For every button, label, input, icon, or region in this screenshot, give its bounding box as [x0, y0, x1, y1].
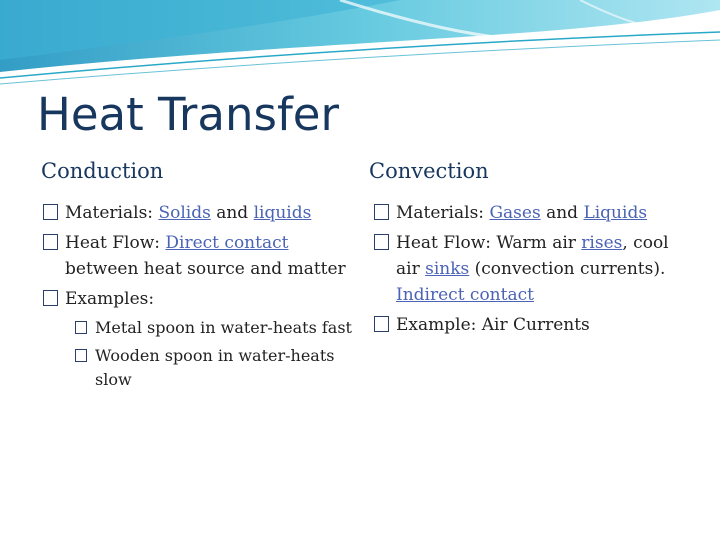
bullet-materials: Materials: Gases and Liquids — [374, 200, 694, 226]
conduction-heading: Conduction — [41, 159, 164, 183]
indirect-contact-link[interactable]: Indirect contact — [396, 285, 534, 305]
direct-contact-link[interactable]: Direct contact — [165, 233, 289, 253]
bullet-box-icon — [374, 204, 389, 220]
sub-bullet-metal-spoon: Metal spoon in water-heats fast — [43, 316, 361, 340]
rises-link[interactable]: rises — [581, 233, 623, 253]
bullet-examples: Examples: — [43, 286, 361, 312]
liquids-link[interactable]: Liquids — [583, 203, 648, 223]
bullet-box-icon — [43, 204, 58, 220]
sinks-link[interactable]: sinks — [425, 259, 470, 279]
liquids-link[interactable]: liquids — [253, 203, 312, 223]
bullet-example: Example: Air Currents — [374, 312, 694, 338]
bullet-box-icon — [43, 290, 58, 306]
bullet-box-icon — [374, 234, 389, 250]
gases-link[interactable]: Gases — [489, 203, 541, 223]
convection-column — [374, 200, 694, 342]
bullet-materials: Materials: Solids and liquids — [43, 200, 361, 226]
bullet-box-icon — [374, 316, 389, 332]
solids-link[interactable]: Solids — [158, 203, 211, 223]
conduction-column — [43, 200, 361, 396]
slide-title: Heat Transfer — [37, 88, 339, 141]
sub-bullet-wooden-spoon: Wooden spoon in water-heats slow — [43, 344, 361, 392]
bullet-box-icon — [75, 321, 87, 334]
bullet-heat-flow: Heat Flow: Direct contact between heat source and matter — [43, 230, 361, 282]
bullet-box-icon — [75, 349, 87, 362]
header-wave-decoration — [0, 0, 720, 90]
bullet-box-icon — [43, 234, 58, 250]
convection-heading: Convection — [369, 159, 489, 183]
bullet-heat-flow: Heat Flow: Warm air rises, cool air sinks (convection currents). Indirect contact — [374, 230, 694, 308]
